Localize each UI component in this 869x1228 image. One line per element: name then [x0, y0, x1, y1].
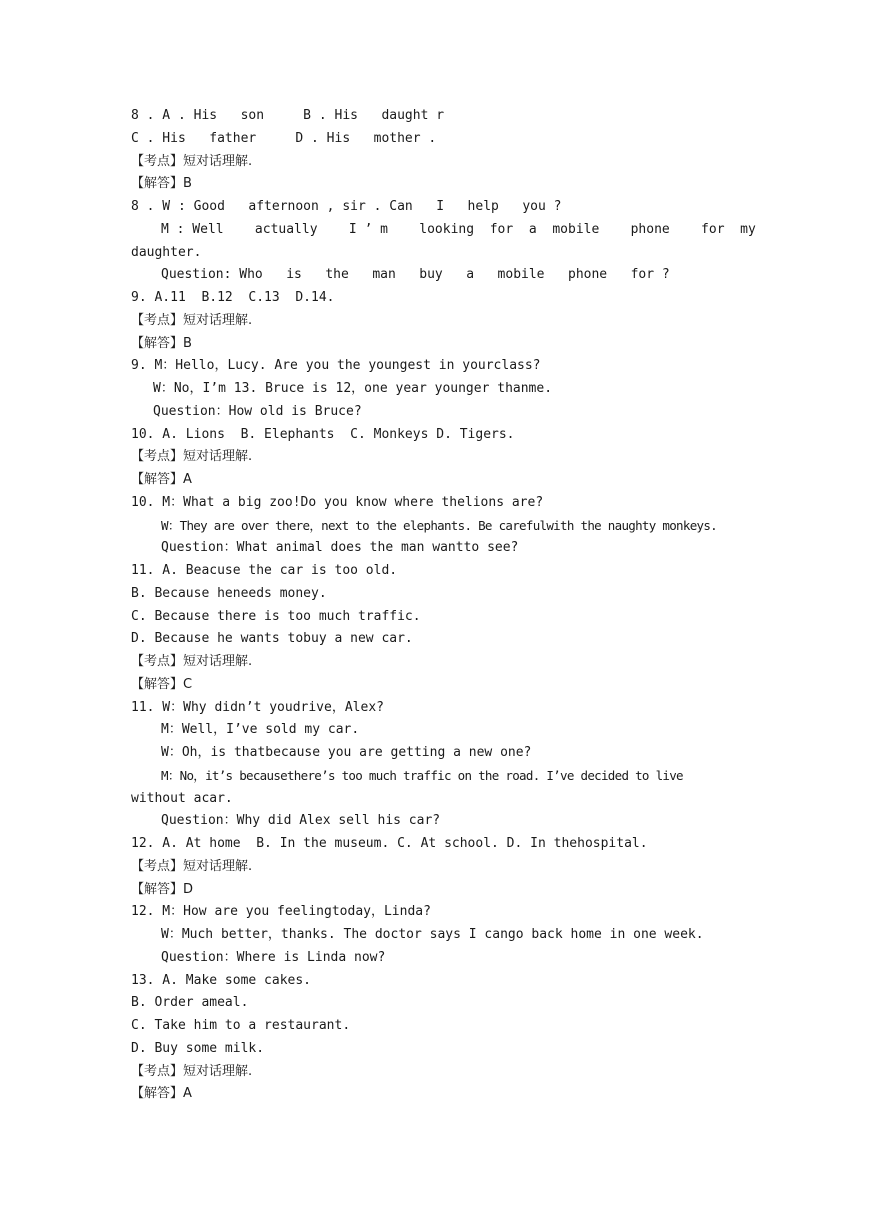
- q11-dialogue-m: M：Well，I’ve sold my car.: [161, 722, 360, 738]
- q10-dialogue-m: 10. M：What a big zoo!Do you know where thelions are?: [131, 494, 544, 510]
- q11-dialogue-w2: W：Oh，is thatbecause you are getting a new one?: [161, 745, 532, 760]
- q8-dialogue-m: M : Well actually I ’ m looking for a mobile phone for my: [161, 221, 756, 237]
- q9-dialogue-w: W：No，I’m 13. Bruce is 12，one year younger thanme.: [153, 381, 553, 396]
- q13-option-b: B. Order ameal.: [131, 995, 249, 1011]
- q10-answer-label: 【解答】A: [131, 472, 192, 487]
- q12-topic-label: 【考点】短对话理解.: [131, 858, 253, 874]
- q11-option-c: C. Because there is too much traffic.: [131, 608, 421, 624]
- q9-answer-label: 【解答】B: [131, 335, 192, 351]
- q13-option-a: 13. A. Make some cakes.: [131, 972, 312, 988]
- q8-dialogue-w: 8 . W : Good afternoon , sir . Can I help you ?: [131, 199, 562, 214]
- q11-dialogue-w: 11. W：Why didn’t youdrive，Alex?: [131, 699, 384, 715]
- q11-option-b: B. Because heneeds money.: [131, 585, 327, 601]
- q12-dialogue-m: 12. M：How are you feelingtoday，Linda?: [131, 904, 431, 920]
- q11-answer-label: 【解答】C: [131, 676, 193, 692]
- q9-dialogue-m: 9. M：Hello，Lucy. Are you the youngest in yourclass?: [131, 358, 541, 374]
- q11-dialogue-m2-cont: without acar.: [131, 790, 233, 806]
- q11-dialogue-m2: M：No，it’s becausethere’s too much traffic on the road. I’ve decided to live: [161, 767, 683, 783]
- q12-dialogue-w: W：Much better，thanks. The doctor says I cango back home in one week.: [161, 927, 704, 942]
- q8-options-line-1: 8 . A . His son B . His daught r: [131, 108, 445, 123]
- q8-question: Question: Who is the man buy a mobile phone for ?: [161, 267, 670, 283]
- q10-topic-label: 【考点】短对话理解.: [131, 449, 253, 465]
- q10-options: 10. A. Lions B. Elephants C. Monkeys D. Tigers.: [131, 426, 515, 442]
- q8-topic-label: 【考点】短对话理解.: [131, 153, 253, 169]
- q10-dialogue-w: W：They are over there，next to the elephants. Be carefulwith the naughty monkeys.: [161, 517, 717, 533]
- q8-options-line-2: C . His father D . His mother .: [131, 130, 437, 146]
- q13-answer-label: 【解答】A: [131, 1086, 192, 1102]
- q12-options: 12. A. At home B. In the museum. C. At school. D. In thehospital.: [131, 836, 648, 851]
- document-body: [131, 105, 756, 1106]
- q13-topic-label: 【考点】短对话理解.: [131, 1063, 253, 1079]
- q9-topic-label: 【考点】短对话理解.: [131, 312, 253, 328]
- q11-topic-label: 【考点】短对话理解.: [131, 654, 253, 669]
- q12-answer-label: 【解答】D: [131, 881, 194, 897]
- q9-options: 9. A.11 B.12 C.13 D.14.: [131, 290, 335, 305]
- q8-answer-label: 【解答】B: [131, 176, 192, 192]
- q13-option-d: D. Buy some milk.: [131, 1040, 265, 1056]
- q11-question: Question：Why did Alex sell his car?: [161, 813, 441, 829]
- q10-question: Question：What animal does the man wantto see?: [161, 540, 519, 556]
- q8-dialogue-m-cont: daughter.: [131, 244, 202, 260]
- q12-question: Question：Where is Linda now?: [161, 949, 386, 965]
- q9-question: Question：How old is Bruce?: [153, 403, 362, 419]
- q11-option-d: D. Because he wants tobuy a new car.: [131, 631, 413, 647]
- q13-option-c: C. Take him to a restaurant.: [131, 1018, 351, 1033]
- q11-option-a: 11. A. Beacuse the car is too old.: [131, 563, 398, 578]
